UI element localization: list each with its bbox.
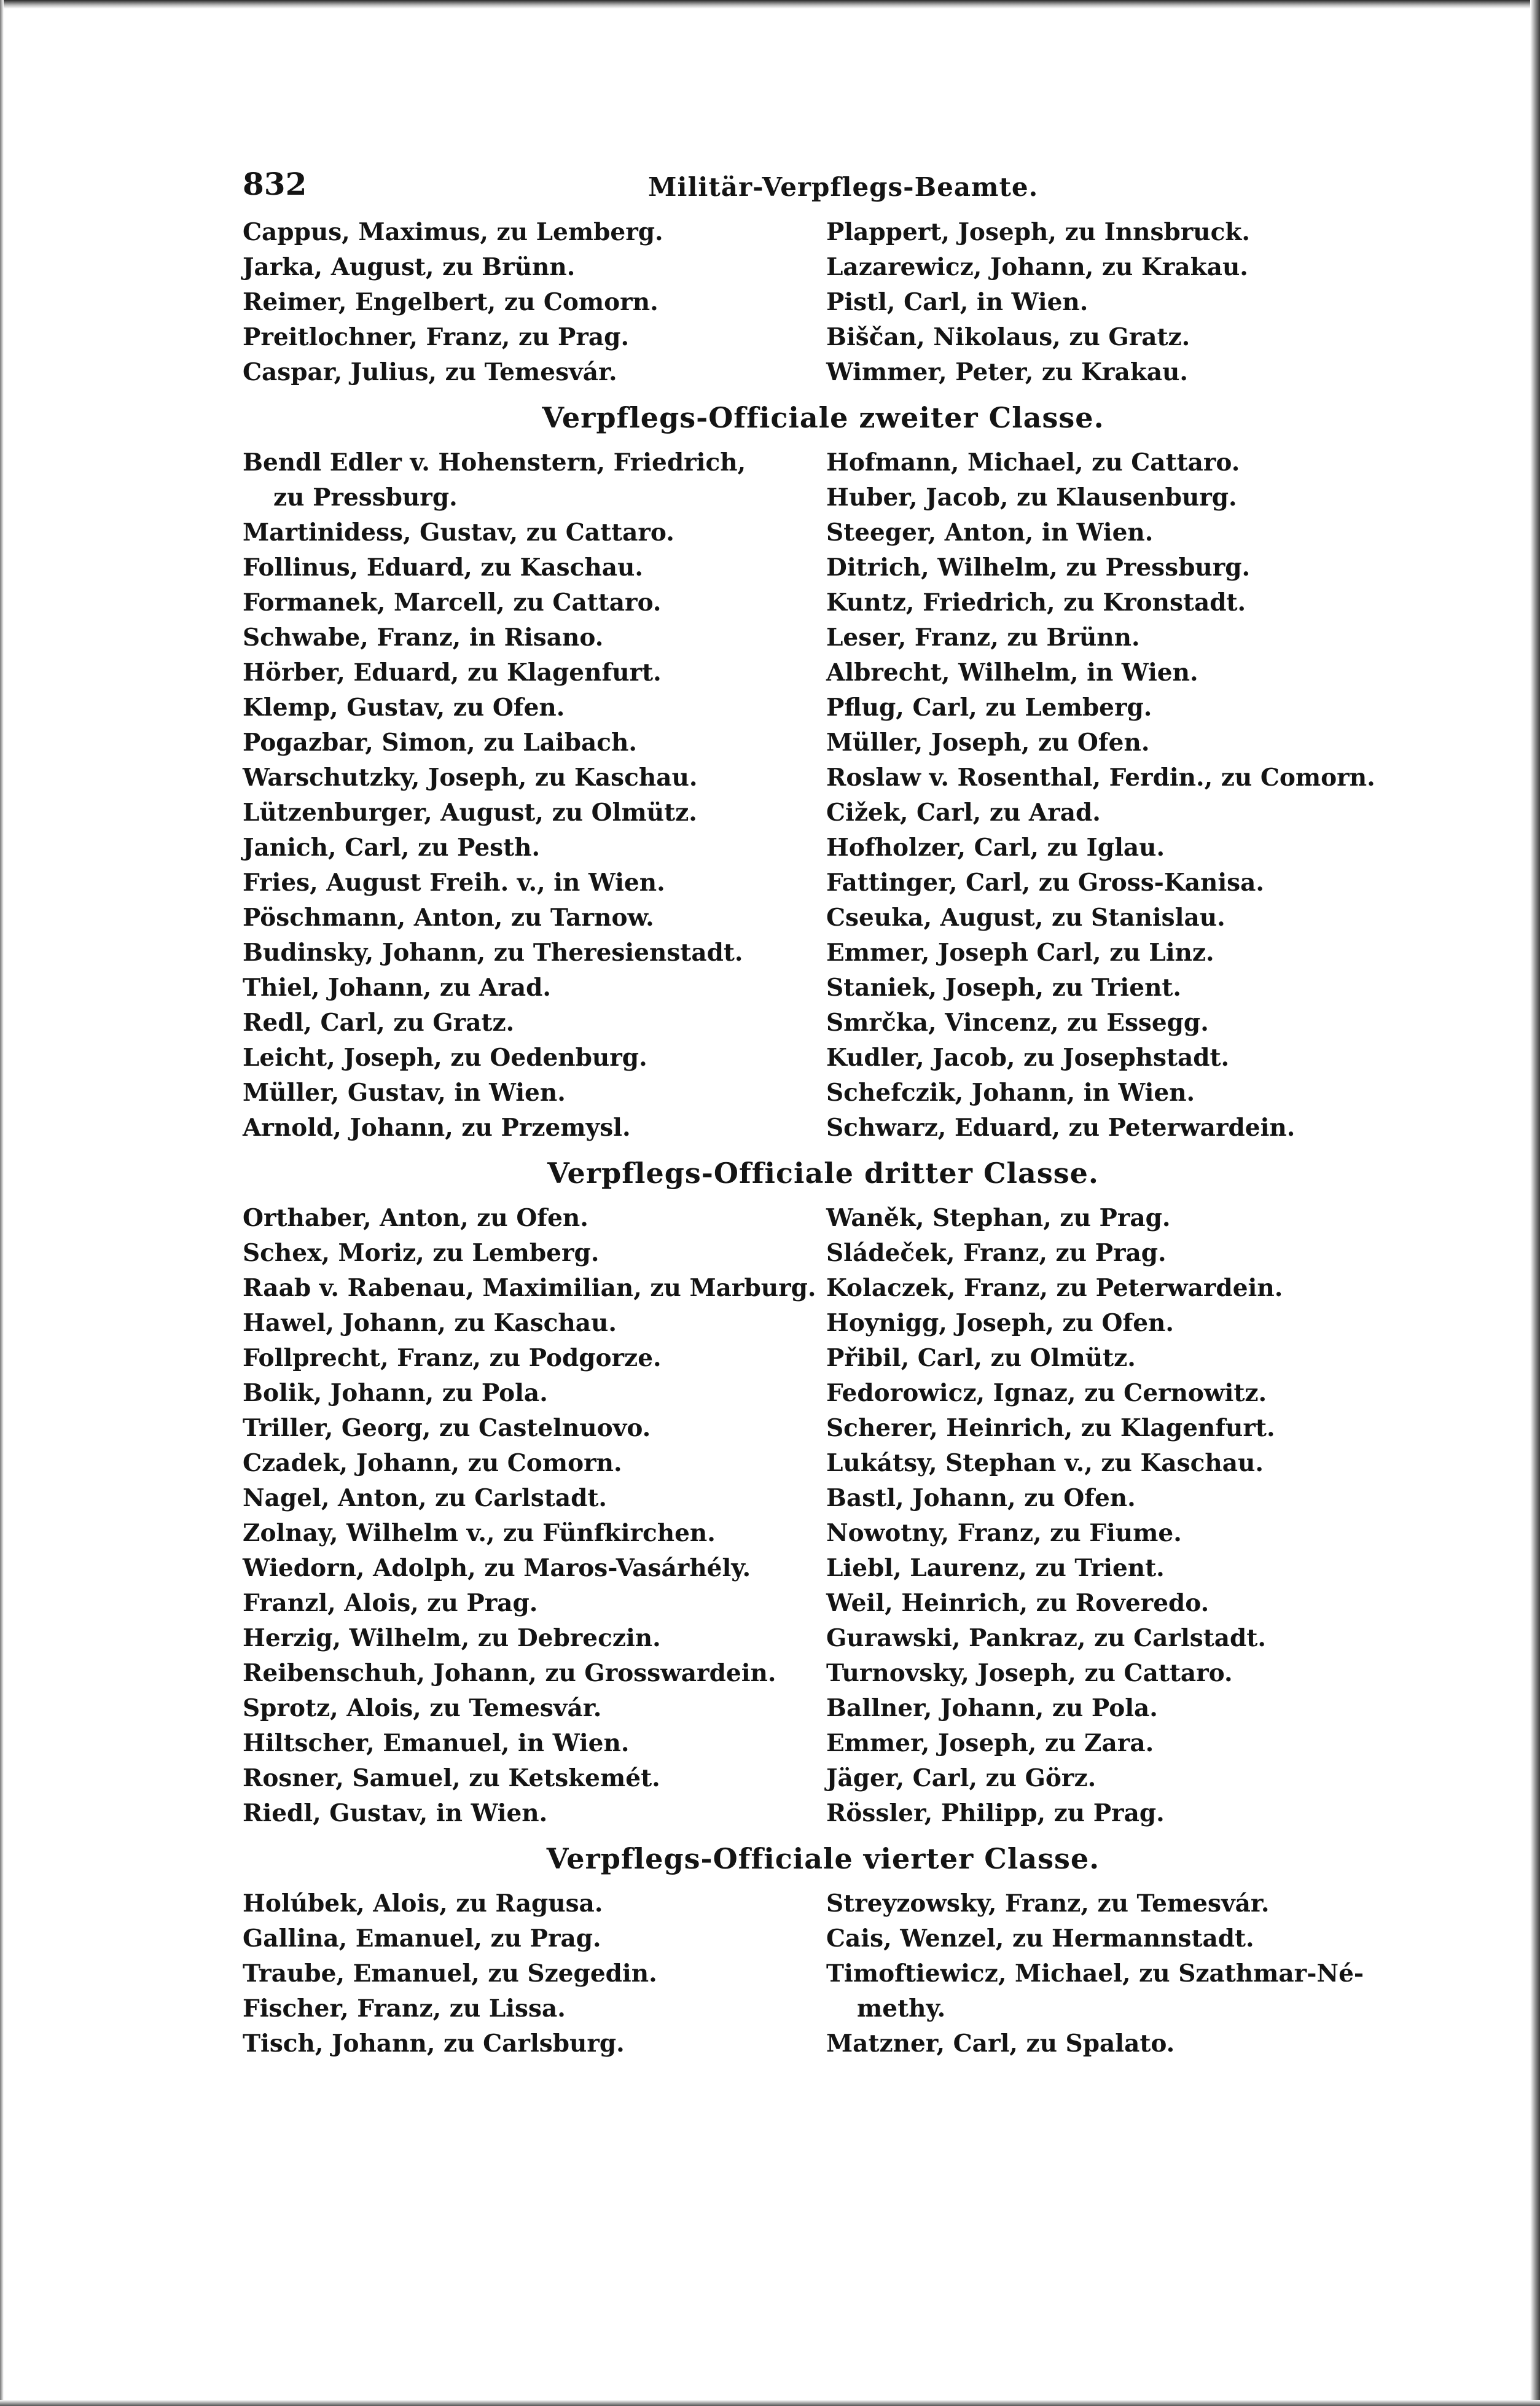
list-item: Plappert, Joseph, zu Innsbruck. xyxy=(826,218,1251,246)
header-title: Militär-Verpflegs-Beamte. xyxy=(648,172,1039,202)
list-item: Smrčka, Vincenz, zu Essegg. xyxy=(826,1009,1209,1037)
list-item: Matzner, Carl, zu Spalato. xyxy=(826,2029,1175,2058)
list-item: Traube, Emanuel, zu Szegedin. xyxy=(243,1959,657,1988)
list-item: Biščan, Nikolaus, zu Gratz. xyxy=(826,323,1190,351)
list-item: Preitlochner, Franz, zu Prag. xyxy=(243,323,630,351)
list-item: Hofholzer, Carl, zu Iglau. xyxy=(826,834,1165,862)
list-item: Orthaber, Anton, zu Ofen. xyxy=(243,1204,588,1232)
list-item: Holúbek, Alois, zu Ragusa. xyxy=(243,1889,603,1918)
list-item: Reibenschuh, Johann, zu Grosswardein. xyxy=(243,1659,776,1687)
list-item: Pistl, Carl, in Wien. xyxy=(826,288,1089,316)
top-entries xyxy=(243,215,1404,390)
list-item: Hörber, Eduard, zu Klagenfurt. xyxy=(243,658,662,687)
left-column xyxy=(243,445,820,1146)
right-column xyxy=(826,1886,1404,2061)
list-item: Czadek, Johann, zu Comorn. xyxy=(243,1449,622,1477)
list-item: Triller, Georg, zu Castelnuovo. xyxy=(243,1414,651,1442)
list-item: Cappus, Maximus, zu Lemberg. xyxy=(243,218,663,246)
list-item: Timoftiewicz, Michael, zu Szathmar-Né- xyxy=(826,1959,1364,1988)
list-item: Pogazbar, Simon, zu Laibach. xyxy=(243,728,637,757)
list-item: Hiltscher, Emanuel, in Wien. xyxy=(243,1729,630,1757)
list-item-continuation: zu Pressburg. xyxy=(273,483,458,512)
list-item: Hofmann, Michael, zu Cattaro. xyxy=(826,448,1240,477)
left-column xyxy=(243,1886,820,2061)
scan-edge-bottom xyxy=(0,2400,1540,2406)
list-item: Wimmer, Peter, zu Krakau. xyxy=(826,358,1188,386)
list-item: Warschutzky, Joseph, zu Kaschau. xyxy=(243,764,698,792)
section-heading-zweiter: Verpflegs-Officiale zweiter Classe. xyxy=(542,401,1104,434)
list-item: Bastl, Johann, zu Ofen. xyxy=(826,1484,1136,1512)
list-item: Emmer, Joseph, zu Zara. xyxy=(826,1729,1154,1757)
list-item: Streyzowsky, Franz, zu Temesvár. xyxy=(826,1889,1270,1918)
section-vierter xyxy=(243,1886,1404,2061)
list-item: Roslaw v. Rosenthal, Ferdin., zu Comorn. xyxy=(826,764,1375,792)
list-item: Turnovsky, Joseph, zu Cattaro. xyxy=(826,1659,1233,1687)
list-item: Pflug, Carl, zu Lemberg. xyxy=(826,693,1152,722)
list-item: Thiel, Johann, zu Arad. xyxy=(243,974,551,1002)
list-item: Lazarewicz, Johann, zu Krakau. xyxy=(826,253,1248,281)
list-item: Riedl, Gustav, in Wien. xyxy=(243,1799,548,1827)
list-item: Lützenburger, August, zu Olmütz. xyxy=(243,799,697,827)
list-item: Follinus, Eduard, zu Kaschau. xyxy=(243,553,643,582)
list-item: Bendl Edler v. Hohenstern, Friedrich, xyxy=(243,448,746,477)
list-item: Liebl, Laurenz, zu Trient. xyxy=(826,1554,1165,1582)
list-item: Franzl, Alois, zu Prag. xyxy=(243,1589,538,1617)
section-zweiter xyxy=(243,445,1404,1146)
page xyxy=(243,166,1404,2061)
list-item: Lukátsy, Stephan v., zu Kaschau. xyxy=(826,1449,1264,1477)
scan-edge-top xyxy=(0,0,1540,9)
list-item: Follprecht, Franz, zu Podgorze. xyxy=(243,1344,662,1372)
section-heading-dritter: Verpflegs-Officiale dritter Classe. xyxy=(547,1157,1099,1190)
list-item: Rosner, Samuel, zu Ketskemét. xyxy=(243,1764,660,1792)
list-item: Pöschmann, Anton, zu Tarnow. xyxy=(243,904,654,932)
list-item: Janich, Carl, zu Pesth. xyxy=(243,834,541,862)
page-number: 832 xyxy=(243,166,307,202)
list-item: Kuntz, Friedrich, zu Kronstadt. xyxy=(826,588,1246,617)
list-item: Leicht, Joseph, zu Oedenburg. xyxy=(243,1044,647,1072)
section-dritter xyxy=(243,1201,1404,1831)
list-item: Kudler, Jacob, zu Josephstadt. xyxy=(826,1044,1230,1072)
section-heading-vierter: Verpflegs-Officiale vierter Classe. xyxy=(546,1842,1100,1875)
list-item: Formanek, Marcell, zu Cattaro. xyxy=(243,588,662,617)
list-item: Schex, Moriz, zu Lemberg. xyxy=(243,1239,600,1267)
list-item: Ballner, Johann, zu Pola. xyxy=(826,1694,1158,1722)
list-item: Rössler, Philipp, zu Prag. xyxy=(826,1799,1165,1827)
list-item: Müller, Gustav, in Wien. xyxy=(243,1079,566,1107)
list-item: Huber, Jacob, zu Klausenburg. xyxy=(826,483,1237,512)
right-column xyxy=(826,445,1404,1146)
list-item: Schefczik, Johann, in Wien. xyxy=(826,1079,1195,1107)
list-item: Herzig, Wilhelm, zu Debreczin. xyxy=(243,1624,661,1652)
list-item: Fedorowicz, Ignaz, zu Cernowitz. xyxy=(826,1379,1267,1407)
list-item: Gallina, Emanuel, zu Prag. xyxy=(243,1924,601,1953)
list-item: Fischer, Franz, zu Lissa. xyxy=(243,1994,566,2023)
list-item: Redl, Carl, zu Gratz. xyxy=(243,1009,515,1037)
list-item: Budinsky, Johann, zu Theresienstadt. xyxy=(243,939,743,967)
list-item: Klemp, Gustav, zu Ofen. xyxy=(243,693,565,722)
list-item: Hawel, Johann, zu Kaschau. xyxy=(243,1309,617,1337)
list-item: Přibil, Carl, zu Olmütz. xyxy=(826,1344,1136,1372)
list-item: Arnold, Johann, zu Przemysl. xyxy=(243,1114,631,1142)
list-item: Cais, Wenzel, zu Hermannstadt. xyxy=(826,1924,1254,1953)
right-column xyxy=(826,1201,1404,1831)
left-column xyxy=(243,1201,820,1831)
list-item: Caspar, Julius, zu Temesvár. xyxy=(243,358,617,386)
list-item: Cseuka, August, zu Stanislau. xyxy=(826,904,1225,932)
right-column xyxy=(826,215,1404,390)
list-item: Tisch, Johann, zu Carlsburg. xyxy=(243,2029,625,2058)
list-item: Müller, Joseph, zu Ofen. xyxy=(826,728,1150,757)
running-head xyxy=(243,166,1404,215)
list-item: Cižek, Carl, zu Arad. xyxy=(826,799,1101,827)
list-item: Sprotz, Alois, zu Temesvár. xyxy=(243,1694,602,1722)
list-item: Fries, August Freih. v., in Wien. xyxy=(243,869,665,897)
list-item: Nowotny, Franz, zu Fiume. xyxy=(826,1519,1182,1547)
scan-edge-right xyxy=(1530,0,1540,2406)
list-item: Leser, Franz, zu Brünn. xyxy=(826,623,1140,652)
list-item: Kolaczek, Franz, zu Peterwardein. xyxy=(826,1274,1283,1302)
list-item: Schwabe, Franz, in Risano. xyxy=(243,623,604,652)
list-item: Albrecht, Wilhelm, in Wien. xyxy=(826,658,1198,687)
list-item: Hoynigg, Joseph, zu Ofen. xyxy=(826,1309,1174,1337)
list-item: Sládeček, Franz, zu Prag. xyxy=(826,1239,1167,1267)
list-item: Fattinger, Carl, zu Gross-Kanisa. xyxy=(826,869,1264,897)
list-item: Wiedorn, Adolph, zu Maros-Vasárhély. xyxy=(243,1554,751,1582)
list-item: Steeger, Anton, in Wien. xyxy=(826,518,1154,547)
list-item: Weil, Heinrich, zu Roveredo. xyxy=(826,1589,1210,1617)
list-item-continuation: methy. xyxy=(857,1994,946,2023)
list-item: Gurawski, Pankraz, zu Carlstadt. xyxy=(826,1624,1266,1652)
list-item: Emmer, Joseph Carl, zu Linz. xyxy=(826,939,1214,967)
list-item: Schwarz, Eduard, zu Peterwardein. xyxy=(826,1114,1296,1142)
list-item: Scherer, Heinrich, zu Klagenfurt. xyxy=(826,1414,1275,1442)
list-item: Raab v. Rabenau, Maximilian, zu Marburg. xyxy=(243,1274,816,1302)
list-item: Ditrich, Wilhelm, zu Pressburg. xyxy=(826,553,1251,582)
list-item: Nagel, Anton, zu Carlstadt. xyxy=(243,1484,607,1512)
list-item: Reimer, Engelbert, zu Comorn. xyxy=(243,288,659,316)
scan-edge-left xyxy=(0,0,4,2406)
list-item: Jarka, August, zu Brünn. xyxy=(243,253,576,281)
list-item: Jäger, Carl, zu Görz. xyxy=(826,1764,1096,1792)
list-item: Staniek, Joseph, zu Trient. xyxy=(826,974,1182,1002)
list-item: Waněk, Stephan, zu Prag. xyxy=(826,1204,1171,1232)
list-item: Bolik, Johann, zu Pola. xyxy=(243,1379,548,1407)
left-column xyxy=(243,215,820,390)
list-item: Zolnay, Wilhelm v., zu Fünfkirchen. xyxy=(243,1519,716,1547)
list-item: Martinidess, Gustav, zu Cattaro. xyxy=(243,518,674,547)
